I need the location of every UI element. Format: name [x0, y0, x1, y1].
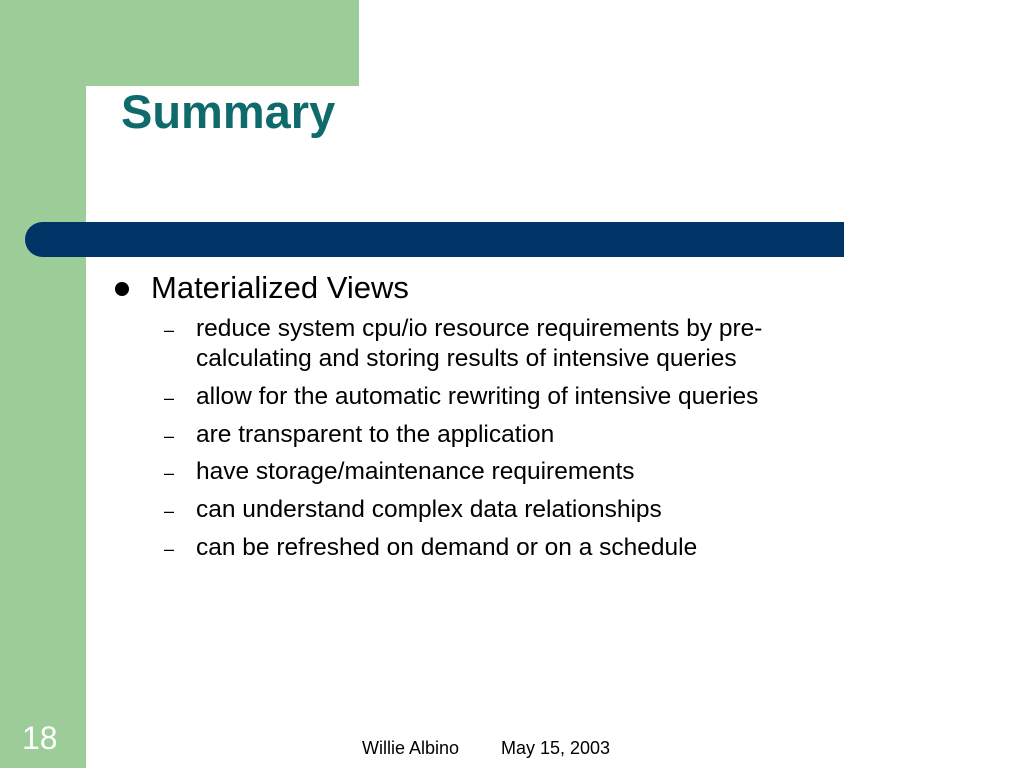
slide-number: 18 [22, 720, 58, 756]
footer-author: Willie Albino [362, 738, 460, 758]
sub-bullet-text: have storage/maintenance requirements [196, 458, 635, 485]
dash-icon: – [164, 539, 175, 559]
dash-icon: – [164, 426, 175, 446]
footer-date: May 15, 2003 [501, 738, 611, 758]
top-green-band [0, 0, 359, 86]
bullet-dot-icon [115, 282, 129, 296]
sub-bullet-text: are transparent to the application [196, 421, 555, 448]
dash-icon: – [164, 463, 175, 483]
sub-bullet-text: can understand complex data relationships [196, 496, 662, 523]
title-divider-bar [25, 222, 844, 257]
sub-bullet-text-continued: calculating and storing results of intensive queries [196, 345, 737, 372]
dash-icon: – [164, 320, 175, 340]
dash-icon: – [164, 388, 175, 408]
left-green-band [0, 0, 86, 768]
slide-title: Summary [121, 85, 336, 138]
main-bullet-text: Materialized Views [151, 270, 409, 305]
sub-bullet-text: allow for the automatic rewriting of intensive queries [196, 383, 759, 410]
sub-bullet-text: reduce system cpu/io resource requirements by pre- [196, 315, 763, 342]
dash-icon: – [164, 501, 175, 521]
sub-bullet-text: can be refreshed on demand or on a schedule [196, 534, 698, 561]
